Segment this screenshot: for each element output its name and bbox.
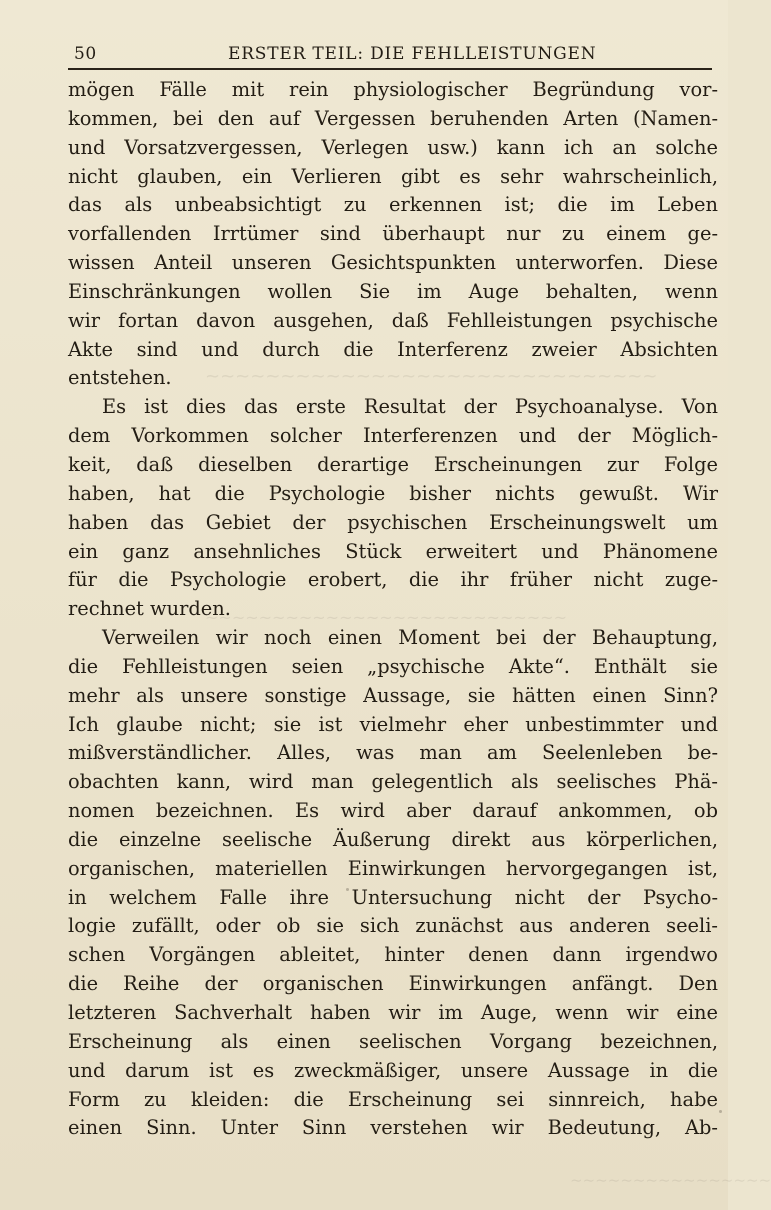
text-line: Es ist dies das erste Resultat der Psychoanalyse. Von [102,395,718,419]
text-line: haben das Gebiet der psychischen Erscheinungswelt um [68,510,718,534]
text-line: die Reihe der organischen Einwirkungen anfängt. Den [68,972,718,996]
text-line: entstehen. [68,366,172,390]
text-line: keit, daß dieselben derartige Erscheinungen zur Folge [68,452,718,476]
text-line: in welchem Falle ihre Untersuchung nicht der Psycho- [68,885,718,909]
text-line: kommen, bei den auf Vergessen beruhenden Arten (Namen- [68,106,718,130]
text-line: vorfallenden Irrtümer sind überhaupt nur zu einem ge- [68,222,718,246]
text-line: für die Psychologie erobert, die ihr früher nicht zuge- [68,568,718,592]
page-header [68,40,712,70]
text-line: das als unbeabsichtigt zu erkennen ist; die im Leben [68,193,718,217]
text-line: nomen bezeichnen. Es wird aber darauf ankommen, ob [68,799,718,823]
show-through-text: ~~~~~~~~~~~~~~~~~~~~~~~~~~~~~~ [205,366,658,387]
text-line: und Vorsatzvergessen, Verlegen usw.) kann ich an solche [68,135,718,159]
text-line: einen Sinn. Unter Sinn verstehen wir Bedeutung, Ab- [68,1116,718,1140]
text-line: rechnet wurden. [68,597,231,621]
text-line: organischen, materiellen Einwirkungen hervorgegangen ist, [68,856,718,880]
ink-speck [346,888,349,891]
text-line: nicht glauben, ein Verlieren gibt es sehr wahrscheinlich, [68,164,718,188]
text-line: mögen Fälle mit rein physiologischer Begründung vor- [68,78,718,101]
text-line: Ich glaube nicht; sie ist vielmehr eher unbestimmter und [68,712,718,736]
text-line: Akte sind und durch die Interferenz zweier Absichten [68,337,718,361]
text-line: die Fehlleistungen seien „psychische Akte“. Enthält sie [68,654,718,678]
text-line: letzteren Sachverhalt haben wir im Auge, wenn wir eine [68,1001,718,1024]
text-line: logie zufällt, oder ob sie sich zunächst aus anderen seeli- [68,914,718,938]
page-number: 50 [74,44,97,64]
text-line: Verweilen wir noch einen Moment bei der Behauptung, [102,626,718,650]
text-line: mißverständlicher. Alles, was man am Seelenleben be- [68,741,718,765]
text-line: obachten kann, wird man gelegentlich als seelisches Phä- [68,770,718,794]
show-through-text: ~~~~~~~~~~~~~~~~~~~~~~~~~~~ [205,608,567,627]
text-line: wissen Anteil unseren Gesichtspunkten unterworfen. Diese [68,251,718,275]
show-through-text: ~~~~~~~~~~~~~~~~ [570,1172,771,1190]
text-line: haben, hat die Psychologie bisher nichts gewußt. Wir [68,481,718,505]
running-head: ERSTER TEIL: DIE FEHLLEISTUNGEN [228,44,597,64]
ink-speck [719,1110,722,1113]
text-line: mehr als unsere sonstige Aussage, sie hätten einen Sinn? [68,683,718,707]
text-line: Einschränkungen wollen Sie im Auge behalten, wenn [68,279,718,303]
text-line: ein ganz ansehnliches Stück erweitert und Phänomene [68,539,718,563]
text-line: Erscheinung als einen seelischen Vorgang bezeichnen, [68,1029,718,1053]
text-line: wir fortan davon ausgehen, daß Fehlleistungen psychische [68,308,718,332]
body-text [68,76,718,1143]
text-line: Form zu kleiden: die Erscheinung sei sinnreich, habe [68,1087,718,1111]
text-line: dem Vorkommen solcher Interferenzen und der Möglich- [68,424,718,448]
text-line: schen Vorgängen ableitet, hinter denen dann irgendwo [68,943,718,967]
text-line: und darum ist es zweckmäßiger, unsere Aussage in die [68,1058,718,1082]
text-line: die einzelne seelische Äußerung direkt aus körperlichen, [68,827,718,851]
